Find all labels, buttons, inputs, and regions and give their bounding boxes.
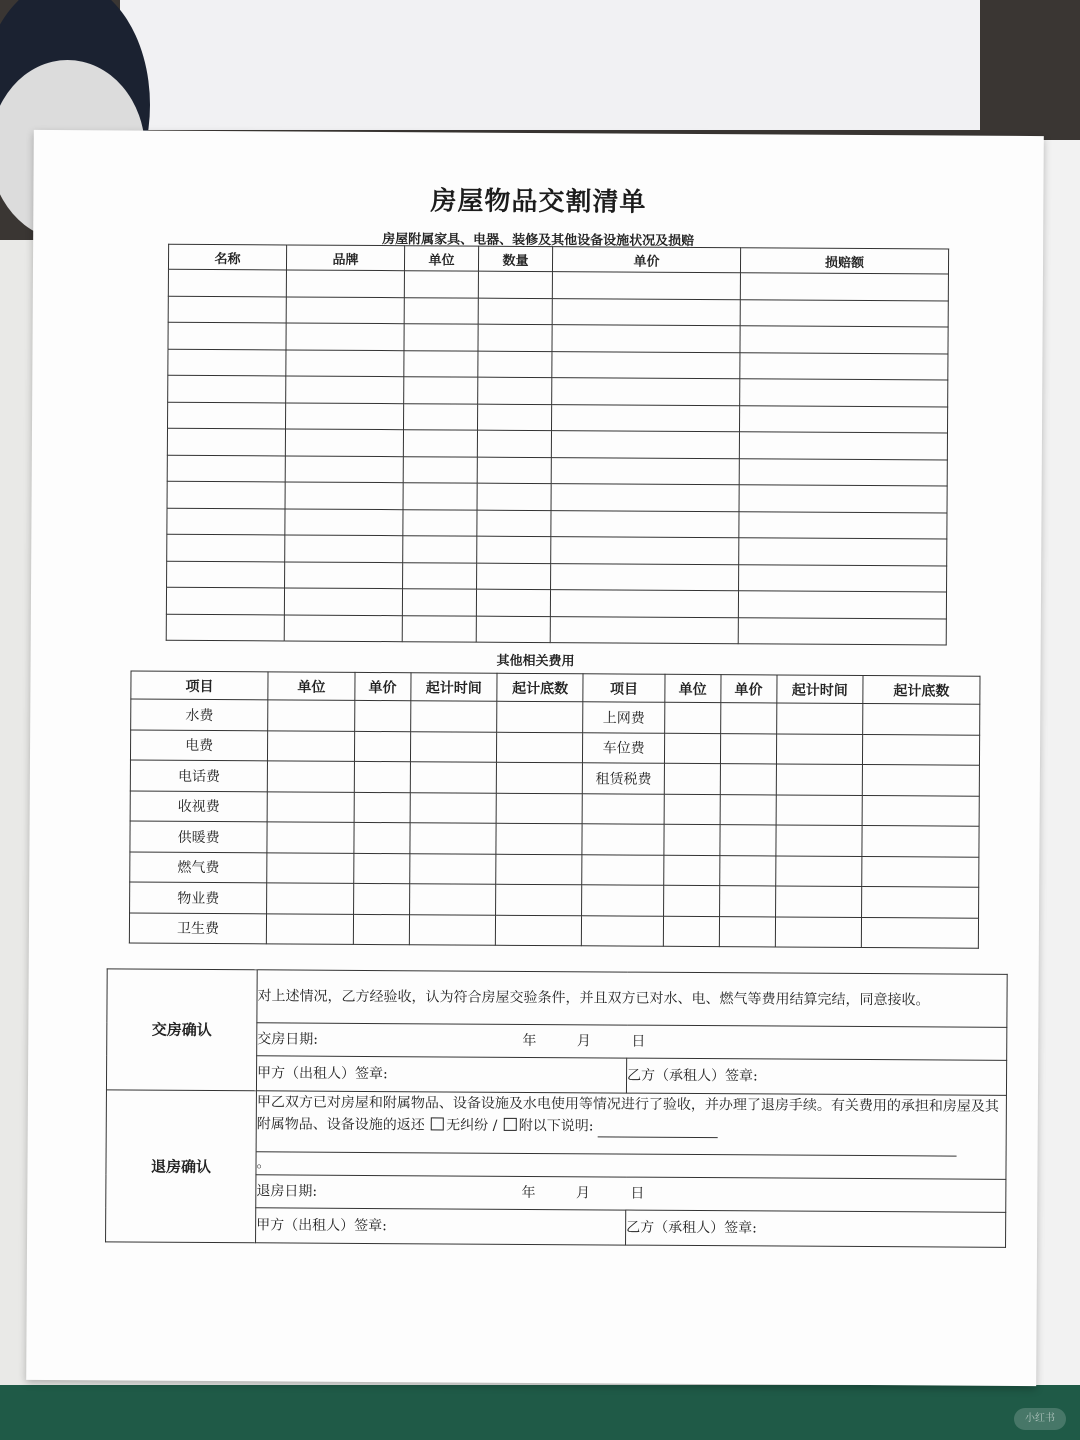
table-cell[interactable] (478, 324, 552, 351)
fee-item-label (582, 915, 664, 946)
checkout-statement-cell (256, 1091, 1006, 1180)
fee-cell[interactable] (775, 855, 862, 886)
table-cell[interactable] (284, 614, 402, 641)
watermark: 小红书 (1014, 1408, 1066, 1430)
fee-cell[interactable] (775, 916, 862, 947)
fee-cell[interactable] (497, 701, 584, 732)
fee-header-start-time: 起计时间 (410, 673, 497, 702)
fee-header-price: 单价 (355, 672, 411, 700)
fee-cell[interactable] (776, 825, 863, 856)
fee-cell[interactable] (268, 700, 355, 731)
table-cell[interactable] (739, 458, 947, 486)
fee-header-unit-2: 单位 (665, 674, 721, 702)
table-cell[interactable] (284, 588, 402, 615)
fee-cell[interactable] (409, 884, 496, 915)
no-dispute-checkbox[interactable] (431, 1117, 444, 1130)
fee-cell[interactable] (663, 885, 719, 916)
fee-cell[interactable] (409, 914, 496, 945)
fee-cell[interactable] (354, 761, 410, 792)
fee-item-label: 车位费 (583, 732, 665, 763)
table-cell[interactable] (740, 379, 948, 407)
fee-cell[interactable] (776, 703, 863, 734)
table-cell[interactable] (403, 536, 477, 563)
table-cell[interactable] (286, 270, 404, 297)
table-cell[interactable] (403, 456, 477, 483)
table-cell[interactable] (552, 298, 740, 326)
fee-header-start-reading: 起计底数 (497, 673, 584, 702)
table-cell[interactable] (478, 404, 552, 431)
fee-cell[interactable] (776, 733, 863, 764)
fee-cell[interactable] (663, 916, 719, 947)
table-cell[interactable] (286, 323, 404, 350)
fee-cell[interactable] (862, 886, 979, 917)
fee-cell[interactable] (664, 702, 720, 733)
green-mat (0, 1385, 1080, 1440)
checkout-day: 日 (630, 1185, 645, 1202)
table-cell[interactable] (404, 377, 478, 404)
handover-date-field[interactable] (257, 1023, 1007, 1061)
fee-cell[interactable] (720, 764, 776, 795)
table-cell[interactable] (739, 538, 947, 566)
table-cell[interactable] (552, 378, 740, 406)
fee-cell[interactable] (862, 795, 979, 826)
fee-cell[interactable] (268, 761, 355, 792)
fee-header-unit: 单位 (268, 672, 355, 701)
fee-cell[interactable] (267, 791, 354, 822)
fee-cell[interactable] (720, 733, 776, 764)
handover-label: 交房确认 (106, 969, 257, 1091)
fee-item-label (582, 854, 664, 885)
fee-cell[interactable] (776, 764, 863, 795)
col-header-unit-price: 单价 (552, 247, 740, 273)
handover-day: 日 (631, 1033, 646, 1050)
checkout-label: 退房确认 (106, 1090, 257, 1243)
table-cell[interactable] (550, 616, 738, 644)
note-blank-line[interactable] (598, 1122, 718, 1138)
table-cell[interactable] (286, 349, 404, 376)
col-header-name: 名称 (168, 244, 286, 270)
table-cell[interactable] (168, 296, 286, 323)
fee-cell[interactable] (354, 792, 410, 823)
fee-cell[interactable] (410, 731, 497, 762)
fee-cell[interactable] (775, 886, 862, 917)
table-cell[interactable] (551, 431, 739, 459)
fee-cell[interactable] (495, 915, 582, 946)
table-cell[interactable] (167, 561, 285, 588)
table-cell[interactable] (404, 403, 478, 430)
fee-item-label: 卫生费 (129, 913, 266, 944)
table-cell[interactable] (166, 587, 284, 614)
fee-item-label: 电话费 (130, 760, 267, 791)
fee-cell[interactable] (664, 794, 720, 825)
fee-cell[interactable] (719, 855, 775, 886)
table-cell[interactable] (739, 432, 947, 460)
table-cell[interactable] (402, 589, 476, 616)
checkout-date-label: 退房日期: (256, 1183, 318, 1200)
fee-cell[interactable] (496, 762, 583, 793)
fee-cell[interactable] (664, 763, 720, 794)
fee-cell[interactable] (720, 703, 776, 734)
table-cell[interactable] (285, 429, 403, 456)
handover-date-label: 交房日期: (257, 1031, 319, 1048)
checkout-statement-row (106, 1090, 1006, 1179)
table-cell[interactable] (478, 351, 552, 378)
table-cell[interactable] (168, 375, 286, 402)
fee-cell[interactable] (496, 854, 583, 885)
table-cell[interactable] (739, 564, 947, 592)
fee-cell[interactable] (496, 884, 583, 915)
fee-cell[interactable] (353, 914, 409, 945)
table-cell[interactable] (168, 349, 286, 376)
table-cell[interactable] (166, 614, 284, 641)
fee-item-label: 供暖费 (130, 821, 267, 852)
table-cell[interactable] (285, 535, 403, 562)
table-cell[interactable] (286, 376, 404, 403)
fee-item-label: 收视费 (130, 791, 267, 822)
table-cell[interactable] (551, 537, 739, 565)
fee-cell[interactable] (354, 822, 410, 853)
table-cell[interactable] (739, 485, 947, 513)
fee-cell[interactable] (496, 793, 583, 824)
col-header-brand: 品牌 (286, 245, 404, 271)
table-cell[interactable] (285, 482, 403, 509)
table-cell[interactable] (167, 508, 285, 535)
table-cell[interactable] (168, 402, 286, 429)
fee-header-item-2: 项目 (583, 674, 664, 702)
paper-sheet (26, 130, 1044, 1386)
note-checkbox[interactable] (504, 1118, 517, 1131)
fee-item-label: 上网费 (583, 702, 665, 733)
table-cell[interactable] (740, 273, 948, 301)
fee-cell[interactable] (267, 822, 354, 853)
table-cell[interactable] (286, 402, 404, 429)
fee-cell[interactable] (267, 913, 354, 944)
table-cell[interactable] (404, 271, 478, 298)
fee-header-start-time-2: 起计时间 (776, 675, 863, 704)
fee-cell[interactable] (267, 883, 354, 914)
fee-cell[interactable] (410, 823, 497, 854)
fee-cell[interactable] (720, 794, 776, 825)
note-label: 附以下说明: (518, 1117, 594, 1135)
table-cell[interactable] (404, 297, 478, 324)
fee-cell[interactable] (267, 852, 354, 883)
table-cell[interactable] (403, 509, 477, 536)
table-cell[interactable] (285, 455, 403, 482)
table-cell[interactable] (552, 325, 740, 353)
table-cell[interactable] (477, 457, 551, 484)
table-cell[interactable] (476, 589, 550, 616)
fee-cell[interactable] (719, 886, 775, 917)
fee-item-label (582, 885, 664, 916)
table-cell[interactable] (551, 457, 739, 485)
fee-cell[interactable] (863, 704, 980, 735)
table-cell[interactable] (552, 272, 740, 300)
table-cell[interactable] (552, 404, 740, 432)
fee-item-label (582, 824, 664, 855)
fee-cell[interactable] (353, 883, 409, 914)
handover-statement: 对上述情况，乙方经验收，认为符合房屋交验条件，并且双方已对水、电、燃气等费用结算完结，同意接收。 (257, 970, 1007, 1028)
table-cell[interactable] (476, 616, 550, 643)
fee-cell[interactable] (861, 917, 978, 948)
fee-item-label: 物业费 (130, 882, 267, 913)
fee-cell[interactable] (410, 762, 497, 793)
fee-row (129, 913, 978, 949)
fee-item-label: 租赁税费 (583, 763, 665, 794)
table-cell[interactable] (477, 536, 551, 563)
handover-year: 年 (522, 1032, 537, 1050)
table-cell[interactable] (478, 298, 552, 325)
fee-cell[interactable] (664, 824, 720, 855)
fee-cell[interactable] (409, 853, 496, 884)
col-header-quantity: 数量 (478, 246, 552, 271)
table-cell[interactable] (404, 324, 478, 351)
table-cell[interactable] (739, 405, 947, 433)
table-cell[interactable] (404, 350, 478, 377)
table-cell[interactable] (738, 591, 946, 619)
table-cell[interactable] (478, 377, 552, 404)
fee-item-label: 燃气费 (130, 852, 267, 883)
fee-cell[interactable] (862, 825, 979, 856)
fee-cell[interactable] (410, 792, 497, 823)
table-cell[interactable] (403, 483, 477, 510)
table-cell[interactable] (167, 428, 285, 455)
fee-cell[interactable] (268, 730, 355, 761)
table-cell[interactable] (167, 481, 285, 508)
fee-cell[interactable] (354, 700, 410, 731)
table-cell[interactable] (551, 510, 739, 538)
table-cell[interactable] (402, 615, 476, 642)
note-blank-line-2[interactable] (257, 1137, 957, 1156)
fee-item-label: 水费 (131, 699, 268, 730)
fee-cell[interactable] (354, 731, 410, 762)
fee-item-label (583, 793, 665, 824)
table-cell[interactable] (477, 563, 551, 590)
col-header-compensation: 损赔额 (740, 248, 948, 274)
col-header-unit: 单位 (404, 246, 478, 271)
fee-cell[interactable] (720, 825, 776, 856)
fee-header-item: 项目 (131, 671, 268, 700)
fee-cell[interactable] (862, 765, 979, 796)
fee-cell[interactable] (719, 916, 775, 947)
page-title: 房屋物品交割清单 (430, 186, 647, 218)
statement-end-mark: 。 (256, 1155, 271, 1172)
table-cell[interactable] (167, 455, 285, 482)
table-cell[interactable] (740, 352, 948, 380)
checkout-year: 年 (521, 1184, 536, 1202)
fee-cell[interactable] (410, 701, 497, 732)
fee-header-start-reading-2: 起计底数 (863, 676, 980, 705)
handover-month: 月 (576, 1033, 591, 1050)
fee-cell[interactable] (353, 853, 409, 884)
table-cell[interactable] (551, 563, 739, 591)
fee-header-price-2: 单价 (721, 675, 777, 703)
table-cell[interactable] (403, 430, 477, 457)
handover-landlord-sign[interactable]: 甲方（出租人）签章: (256, 1056, 626, 1093)
checkout-tenant-sign[interactable]: 乙方（承租人）签章: (626, 1210, 1006, 1247)
fee-cell[interactable] (496, 732, 583, 763)
checkout-month: 月 (575, 1185, 591, 1202)
background-panel (120, 0, 980, 130)
option-separator: / (492, 1117, 498, 1134)
fee-cell[interactable] (664, 733, 720, 764)
fee-cell[interactable] (776, 794, 863, 825)
table-cell[interactable] (285, 508, 403, 535)
table-cell[interactable] (167, 534, 285, 561)
table-cell[interactable] (740, 299, 948, 327)
checkout-landlord-sign[interactable]: 甲方（出租人）签章: (256, 1208, 626, 1245)
table-cell[interactable] (740, 326, 948, 354)
fees-section-title: 其他相关费用 (496, 653, 575, 670)
table-cell[interactable] (478, 271, 552, 298)
table-cell[interactable] (477, 483, 551, 510)
table-cell[interactable] (739, 511, 947, 539)
table-cell[interactable] (285, 561, 403, 588)
checkout-date-field[interactable] (256, 1175, 1006, 1213)
items-table (166, 244, 949, 646)
table-cell[interactable] (551, 484, 739, 512)
handover-statement-row (107, 969, 1007, 1027)
table-cell[interactable] (477, 430, 551, 457)
fee-cell[interactable] (496, 823, 583, 854)
table-cell[interactable] (168, 269, 286, 296)
fee-item-label: 电费 (130, 730, 267, 761)
table-cell[interactable] (168, 322, 286, 349)
fees-table (129, 671, 981, 949)
table-cell[interactable] (286, 296, 404, 323)
table-cell[interactable] (552, 351, 740, 379)
no-dispute-label: 无纠纷 (446, 1117, 489, 1134)
table-cell[interactable] (550, 590, 738, 618)
fee-cell[interactable] (862, 734, 979, 765)
confirmation-table (105, 968, 1008, 1247)
table-cell[interactable] (477, 510, 551, 537)
handover-tenant-sign[interactable]: 乙方（承租人）签章: (626, 1058, 1006, 1095)
checkout-statement: 甲乙双方已对房屋和附属物品、设备设施及水电使用等情况进行了验收，并办理了退房手续。有关费用的承担和房屋及其附属物品、设备设施的返还 (256, 1094, 999, 1134)
table-row (166, 614, 946, 645)
table-cell[interactable] (403, 562, 477, 589)
table-cell[interactable] (738, 617, 946, 645)
page-subtitle: 房屋附属家具、电器、装修及其他设备设施状况及损赔 (382, 232, 695, 249)
fee-cell[interactable] (663, 855, 719, 886)
fee-cell[interactable] (862, 856, 979, 887)
